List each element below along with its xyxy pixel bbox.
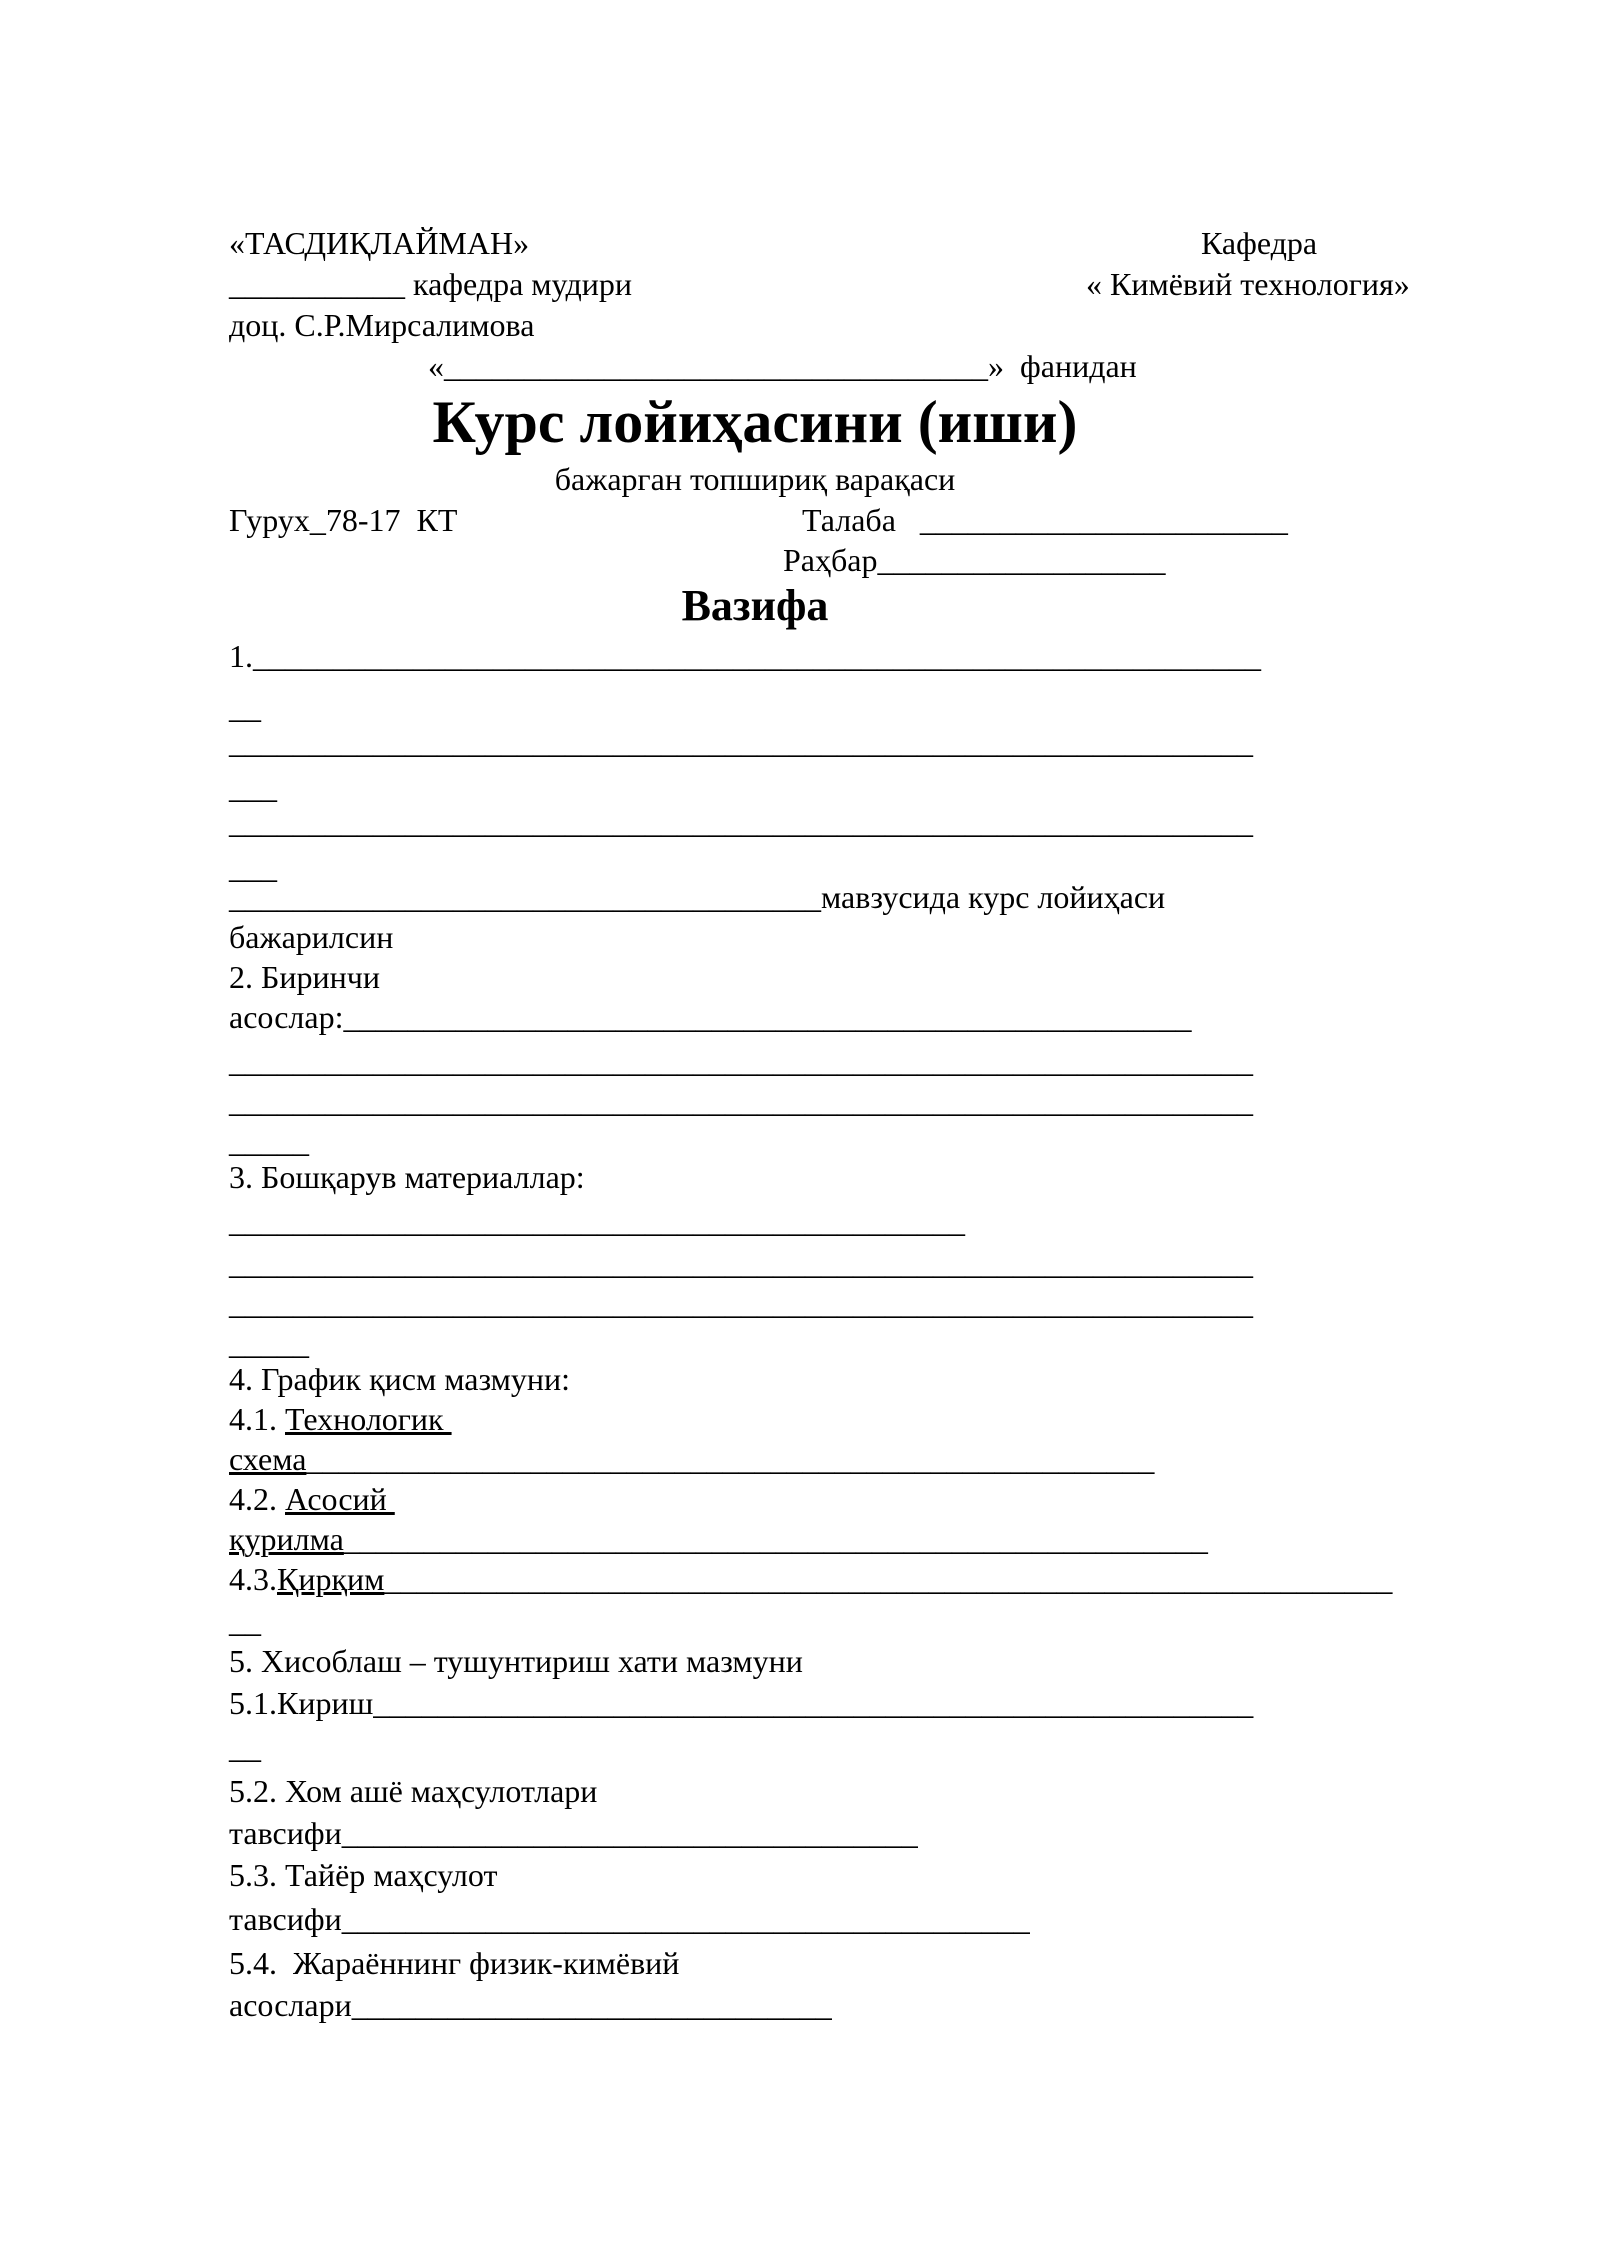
item-4-1-blank: _____________________________________________________ <box>306 1441 1155 1477</box>
item-5-4-line: асослари______________________________ <box>229 1987 832 2023</box>
department-label: Кафедра <box>1201 225 1318 261</box>
item-5-1-line: 5.1.Кириш_______________________________________________________ <box>229 1685 1254 1721</box>
head-name: доц. С.Р.Мирсалимова <box>229 307 535 343</box>
document-subtitle: бажарган топшириқ варақаси <box>554 461 956 497</box>
blank-line: _____ <box>229 1325 309 1361</box>
item-4-3-title: Қирқим <box>277 1561 385 1597</box>
item-4-2-title-cont: қурилма <box>229 1521 344 1557</box>
item-3-label: 3. Бошқарув материаллар: <box>229 1159 585 1195</box>
student-field: Талаба _______________________ <box>802 502 1288 538</box>
blank-line: __ <box>229 1603 261 1639</box>
blank-line: __ <box>229 689 261 725</box>
supervisor-field: Раҳбар__________________ <box>783 542 1166 578</box>
item-4-2-blank: ______________________________________________________ <box>343 1521 1208 1557</box>
blank-line: ________________________________________________________________ <box>229 804 1253 840</box>
blank-line: ________________________________________________________________ <box>229 1245 1253 1281</box>
item-2-line: асослар:_____________________________________________________ <box>229 999 1192 1035</box>
blank-line: ________________________________________________________________ <box>229 1285 1253 1321</box>
blank-line: ___ <box>229 769 277 805</box>
item-4-1-label <box>229 1400 452 1438</box>
topic-line: _____________________________________мавзусида курс лойиҳаси <box>229 879 1166 915</box>
item-5-label: 5. Хисоблаш – тушунтириш хати мазмуни <box>229 1643 803 1679</box>
blank-line: ________________________________________________________________ <box>229 1083 1253 1119</box>
item-4-3-line <box>229 1560 1392 1598</box>
item-2-label: 2. Биринчи <box>229 959 380 995</box>
item-5-2-label: 5.2. Хом ашё маҳсулотлари <box>229 1773 598 1809</box>
item-4-1-line <box>229 1440 1154 1478</box>
item-5-3-line: тавсифи___________________________________________ <box>229 1901 1030 1937</box>
item-4-label: 4. График қисм мазмуни: <box>229 1361 571 1397</box>
task-title: Вазифа <box>681 581 829 630</box>
item-4-3-number: 4.3. <box>229 1561 277 1597</box>
approve-label: «ТАСДИҚЛАЙМАН» <box>229 225 530 261</box>
item-4-3-blank: _______________________________________________________________ <box>384 1561 1393 1597</box>
subject-line: «__________________________________» фанидан <box>428 348 1137 384</box>
item-1-line: 1._______________________________________________________________ <box>229 638 1261 674</box>
item-4-2-line <box>229 1520 1208 1558</box>
item-4-2-number: 4.2. <box>229 1481 285 1517</box>
blank-line: ___ <box>229 849 277 885</box>
item-4-1-title: Технологик <box>285 1401 452 1437</box>
item-5-4-label: 5.4. Жараённинг физик-кимёвий <box>229 1945 680 1981</box>
item-4-2-title: Асосий <box>285 1481 395 1517</box>
item-4-1-title-cont: схема <box>229 1441 307 1477</box>
blank-line: ________________________________________________________________ <box>229 1043 1253 1079</box>
blank-line: __ <box>229 1729 261 1765</box>
group-field: Гурух_78-17 КТ <box>229 502 458 538</box>
item-5-2-line: тавсифи____________________________________ <box>229 1815 918 1851</box>
blank-line: ________________________________________________________________ <box>229 724 1253 760</box>
item-4-2-label <box>229 1480 395 1518</box>
topic-line-end: бажарилсин <box>229 919 394 955</box>
blank-line: _____ <box>229 1123 309 1159</box>
blank-line: ______________________________________________ <box>229 1203 965 1239</box>
document-title: Курс лойиҳасини (иши) <box>432 389 1078 455</box>
item-4-1-number: 4.1. <box>229 1401 285 1437</box>
head-signature-line: ___________ кафедра мудири <box>229 266 633 302</box>
department-name: « Кимёвий технология» <box>1086 266 1410 302</box>
item-5-3-label: 5.3. Тайёр маҳсулот <box>229 1857 498 1893</box>
